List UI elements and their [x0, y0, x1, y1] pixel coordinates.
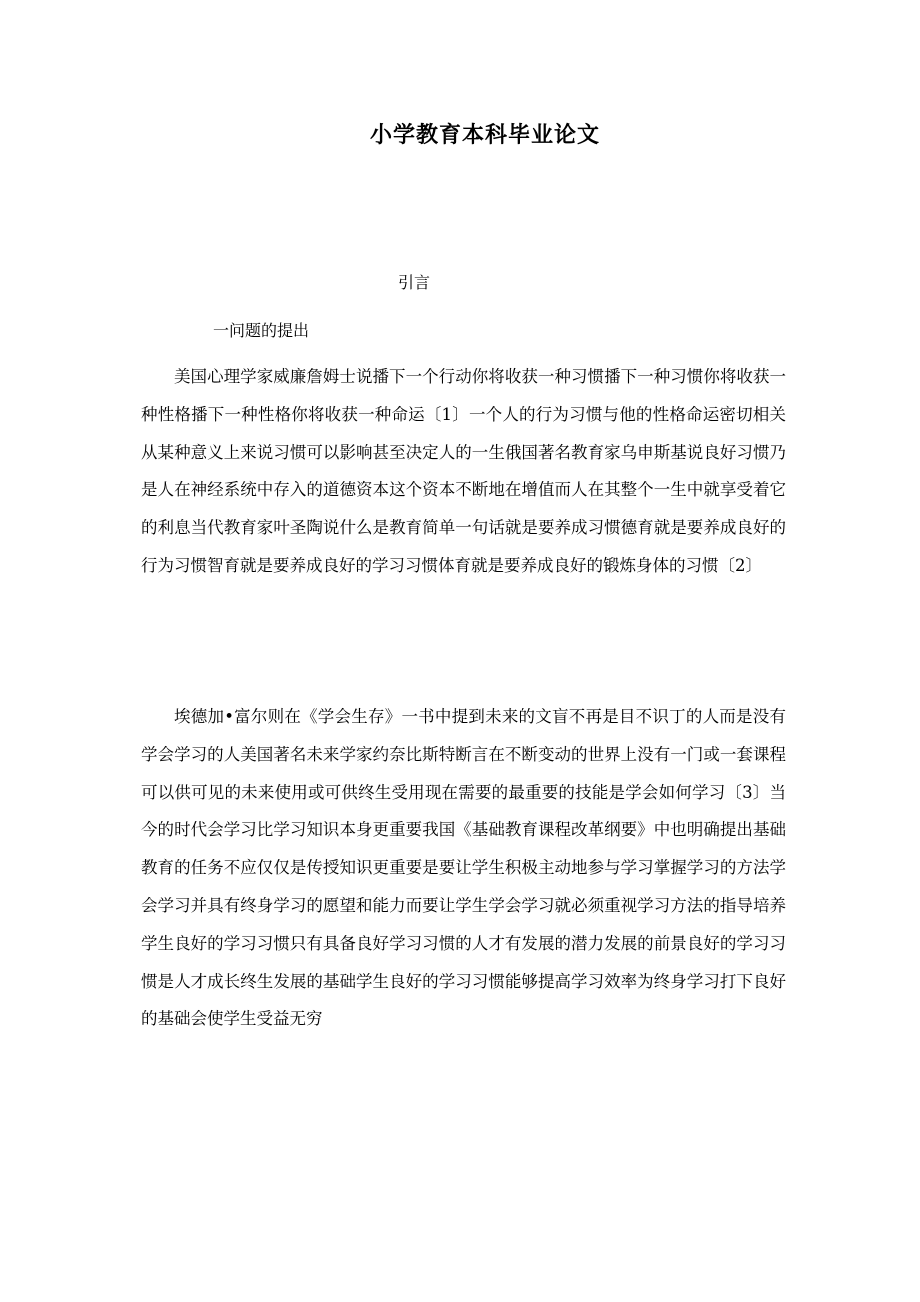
body-paragraph: 埃德加•富尔则在《学会生存》一书中提到未来的文盲不再是目不识丁的人而是没有学会学习的人美国著名未来学家约奈比斯特断言在不断变动的世界上没有一门或一套课程可以供可见的未来使用或可供终生受用现在需要的最重要的技能是学会如何学习〔3〕当今的时代会学习比学习知识本身更重要我国《基础教育课程改革纲要》中也明确提出基础教育的任务不应仅仅是传授知识更重要是要让学生积极主动地参与学习掌握学习的方法学会学习并具有终身学习的愿望和能力而要让学生学会学习就必须重视学习方法的指导培养学生良好的学习习惯只有具备良好学习习惯的人才有发展的潜力发展的前景良好的学习习惯是人才成长终生发展的基础学生良好的学习习惯能够提高学习效率为终身学习打下良好的基础会使学生受益无穷: [141, 707, 786, 1029]
body-paragraph: 美国心理学家威廉詹姆士说播下一个行动你将收获一种习惯播下一种习惯你将收获一种性格播下一种性格你将收获一种命运〔1〕一个人的行为习惯与他的性格命运密切相关从某种意义上来说习惯可以影响甚至决定人的一生俄国著名教育家乌申斯基说良好习惯乃是人在神经系统中存入的道德资本这个资本不断地在增值而人在其整个一生中就享受着它的利息当代教育家叶圣陶说什么是教育简单一句话就是要养成习惯德育就是要养成良好的行为习惯智育就是要养成良好的学习习惯体育就是要养成良好的锻炼身体的习惯〔2〕: [141, 367, 786, 575]
section-heading-introduction: 引言: [398, 273, 431, 292]
subsection-heading-problem: 一问题的提出: [213, 321, 310, 340]
document-title: 小学教育本科毕业论文: [369, 123, 600, 148]
